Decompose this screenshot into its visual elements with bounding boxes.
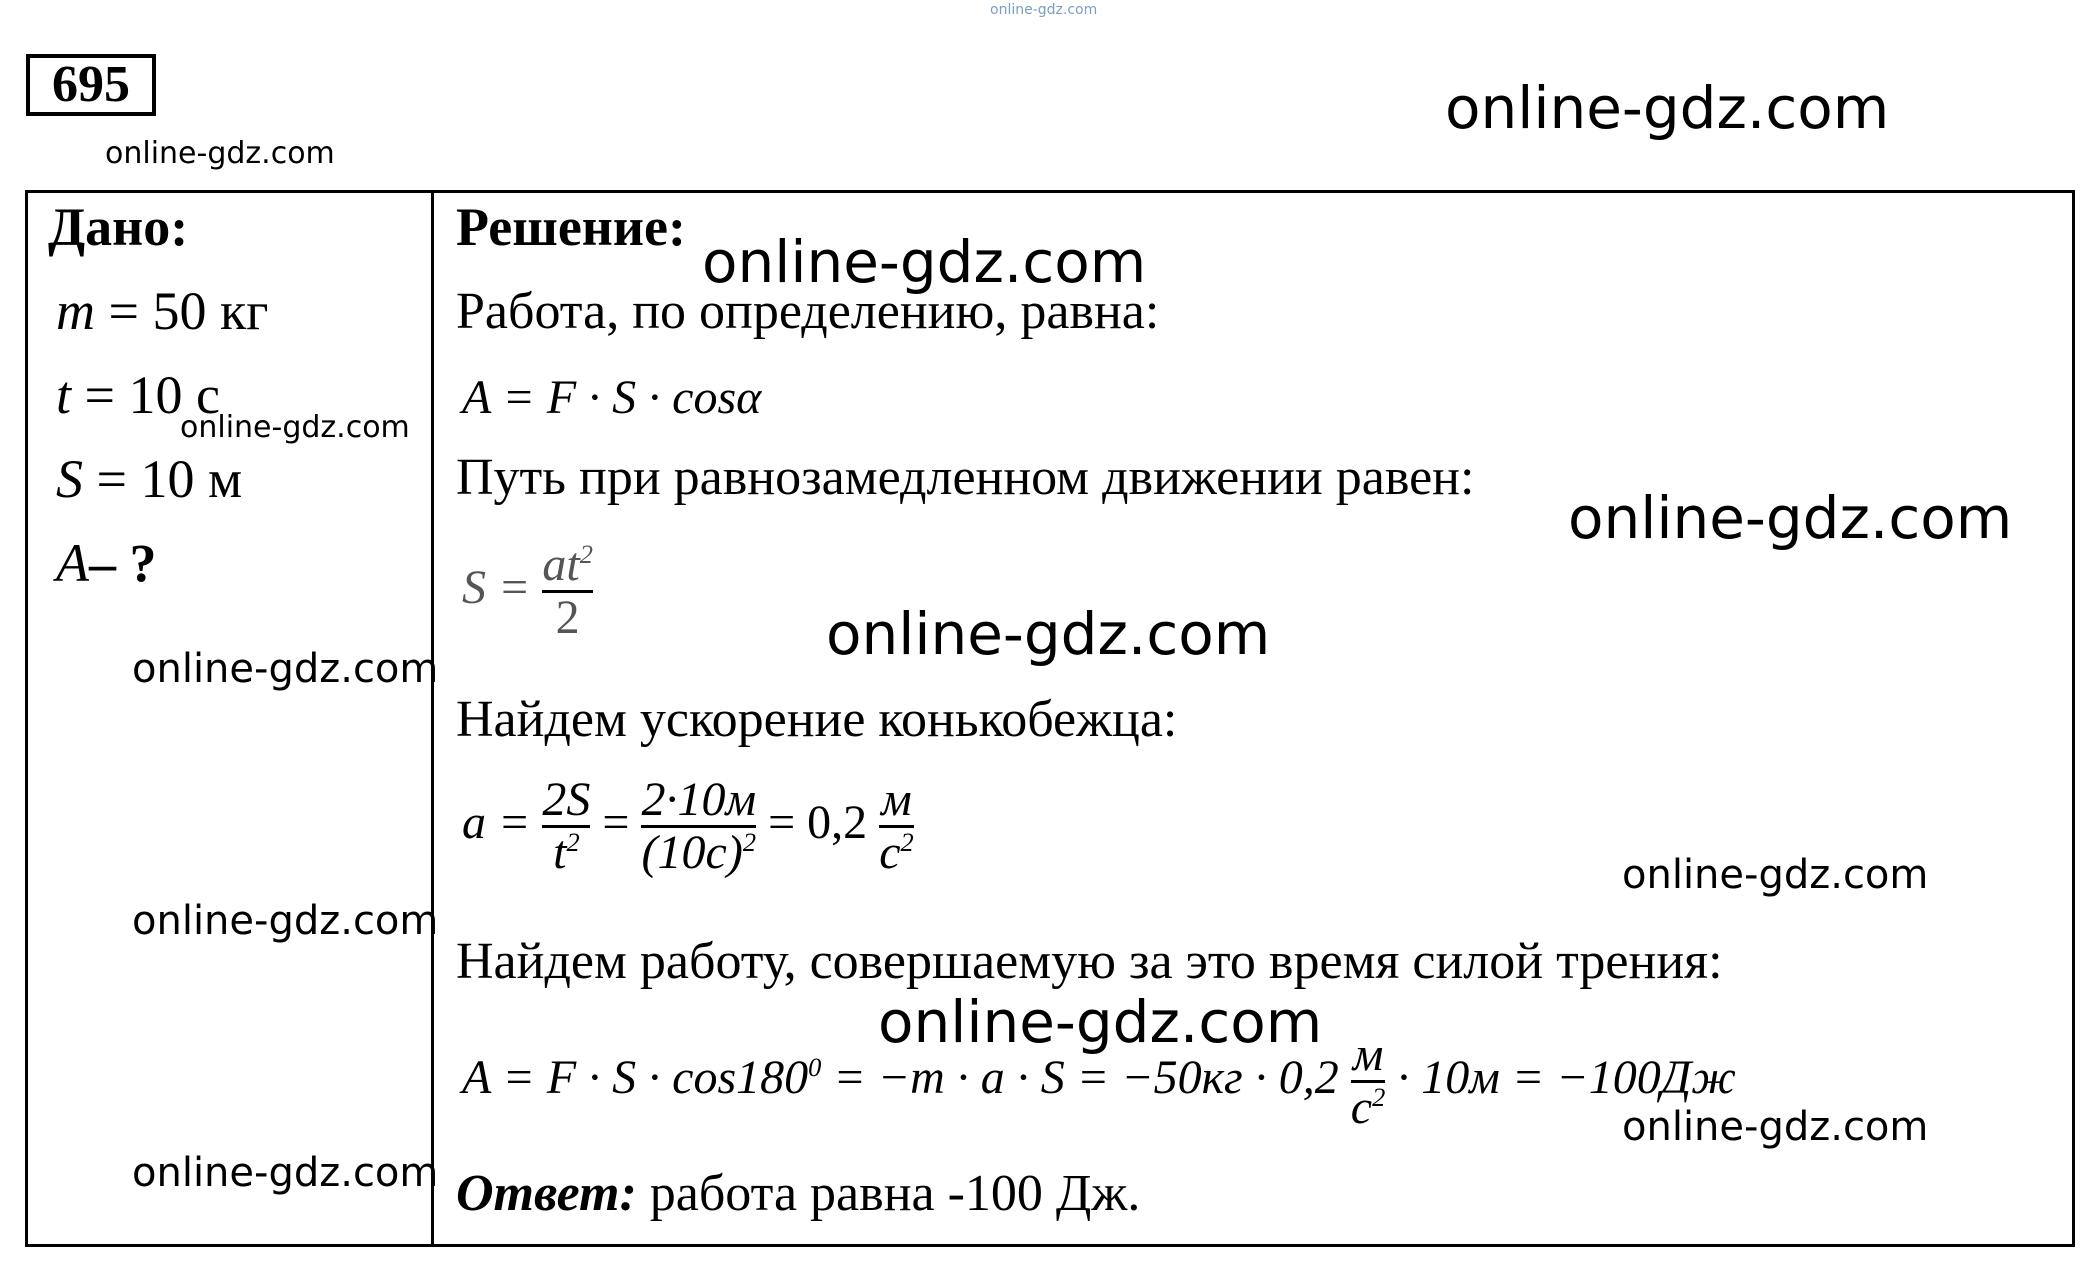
formula-path: S = $\frac{at^2}{2}$ bbox=[462, 538, 593, 645]
formula-work-definition: A = F · S · cosα bbox=[462, 371, 762, 424]
watermark: online-gdz.com bbox=[132, 1150, 439, 1196]
watermark: online-gdz.com bbox=[132, 646, 439, 692]
watermark: online-gdz.com bbox=[132, 898, 439, 944]
given-heading: Дано: bbox=[48, 197, 189, 257]
formula-acceleration: a = $\frac{2S}{t^2}$ = $\frac{2\cdot 10м}{(10с)^2}$ = 0,2 $\frac{м}{с^2}$ bbox=[462, 773, 914, 880]
answer: Ответ: работа равна -100 Дж. bbox=[456, 1165, 1141, 1222]
watermark: online-gdz.com bbox=[105, 136, 335, 171]
watermark: online-gdz.com bbox=[878, 988, 1323, 1056]
fraction: $\frac{at^2}{2}$ bbox=[542, 538, 593, 645]
given-item-distance: S = 10 м bbox=[56, 449, 243, 509]
watermark: online-gdz.com bbox=[702, 228, 1147, 296]
formula-work-result: $A = F \cdot S \cdot \cos 180^0 = -m \cdot a \cdot S = -50кг \cdot 0,2$ $\frac{м}{с^2}$ · 10м = −100Дж bbox=[462, 1028, 1736, 1135]
fraction: $\frac{м}{с^2}$ bbox=[879, 773, 914, 880]
watermark: online-gdz.com bbox=[1568, 484, 2013, 552]
given-item-time: t = 10 с bbox=[56, 365, 220, 425]
solution-line-3: Найдем ускорение конькобежца: bbox=[456, 691, 1178, 748]
problem-number: 695 bbox=[26, 54, 156, 116]
watermark: online-gdz.com bbox=[180, 410, 410, 445]
solution-line-1: Работа, по определению, равна: bbox=[456, 283, 1160, 340]
watermark: online-gdz.com bbox=[1622, 1104, 1929, 1150]
fraction: $\frac{м}{с^2}$ bbox=[1350, 1028, 1386, 1135]
table-divider bbox=[431, 190, 434, 1247]
solution-line-4: Найдем работу, совершаемую за это время силой трения: bbox=[456, 933, 1723, 990]
watermark: online-gdz.com bbox=[1445, 74, 1890, 142]
given-item-unknown: A– ? bbox=[56, 533, 157, 593]
watermark: online-gdz.com bbox=[1622, 852, 1929, 898]
fraction: $\frac{2S}{t^2}$ bbox=[542, 773, 591, 880]
watermark-top-small: online-gdz.com bbox=[990, 2, 1098, 18]
given-item-mass: m = 50 кг bbox=[56, 281, 269, 341]
fraction: $\frac{2\cdot 10м}{(10с)^2}$ bbox=[641, 773, 757, 880]
solution-heading: Решение: bbox=[456, 197, 686, 257]
watermark: online-gdz.com bbox=[826, 600, 1271, 668]
solution-line-2: Путь при равнозамедленном движении равен: bbox=[456, 449, 1475, 506]
